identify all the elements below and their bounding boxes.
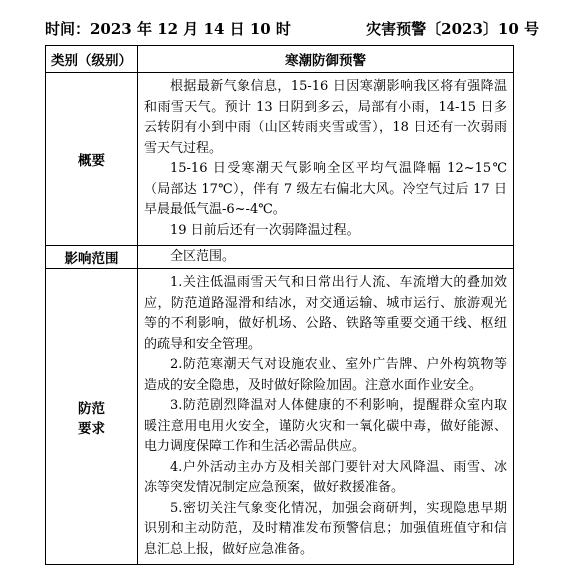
issue-time: 时间：2023 年 12 月 14 日 10 时 [45, 20, 291, 38]
range-row [46, 246, 514, 269]
overview-row [46, 73, 514, 246]
document-number: 灾害预警〔2023〕10 号 [366, 20, 539, 38]
overview-paragraph: 15-16 日受寒潮天气影响全区平均气温降幅 12~15℃（局部达 17℃），伴有 7 级左右偏北大风。冷空气过后 17 日早晨最低气温-6~-4℃。 [144, 161, 507, 217]
requirements-label-line2: 要求 [78, 420, 105, 437]
overview-content [138, 73, 514, 246]
requirement-item: 4.户外活动主办方及相关部门要针对大风降温、雨雪、冰冻等突发情况制定应急预案，做好救援准备。 [144, 459, 507, 495]
requirements-content [138, 269, 514, 565]
requirements-label [46, 269, 138, 565]
document-header [45, 18, 539, 40]
requirements-row [46, 269, 514, 565]
category-column-header: 类别（级别） [46, 46, 138, 73]
overview-paragraph: 根据最新气象信息，15-16 日因寒潮影响我区将有强降温和雨雪天气。预计 13 日阴到多云，局部有小雨，14-15 日多云转阴有小到中雨（山区转雨夹雪或雪），18 日还有一次弱雨雪天气过程。 [144, 79, 507, 156]
requirement-item: 3.防范剧烈降温对人体健康的不利影响，提醒群众室内取暖注意用电用火安全，谨防火灾和一氧化碳中毒，做好能源、电力调度保障工作和生活必需品供应。 [144, 398, 507, 454]
table-header-row [46, 46, 514, 73]
warning-table [45, 45, 514, 565]
range-label: 影响范围 [46, 246, 138, 269]
range-value: 全区范围。 [170, 249, 236, 264]
range-content [138, 246, 514, 269]
warning-title-header: 寒潮防御预警 [138, 46, 514, 73]
overview-label: 概要 [46, 73, 138, 246]
requirement-item: 2.防范寒潮天气对设施农业、室外广告牌、户外构筑物等造成的安全隐患，及时做好除险加固。注意水面作业安全。 [144, 357, 507, 393]
overview-paragraph: 19 日前后还有一次弱降温过程。 [170, 222, 360, 238]
requirement-item: 5.密切关注气象变化情况，加强会商研判，实现隐患早期识别和主动防范，及时精准发布预警信息；加强值班值守和信息汇总上报，做好应急准备。 [144, 500, 507, 557]
requirement-item: 1.关注低温雨雪天气和日常出行人流、车流增大的叠加效应，防范道路湿滑和结冰，对交通运输、城市运行、旅游观光等的不利影响，做好机场、公路、铁路等重要交通干线、枢纽的疏导和安全管理。 [144, 275, 507, 352]
requirements-label-line1: 防范 [78, 400, 105, 417]
